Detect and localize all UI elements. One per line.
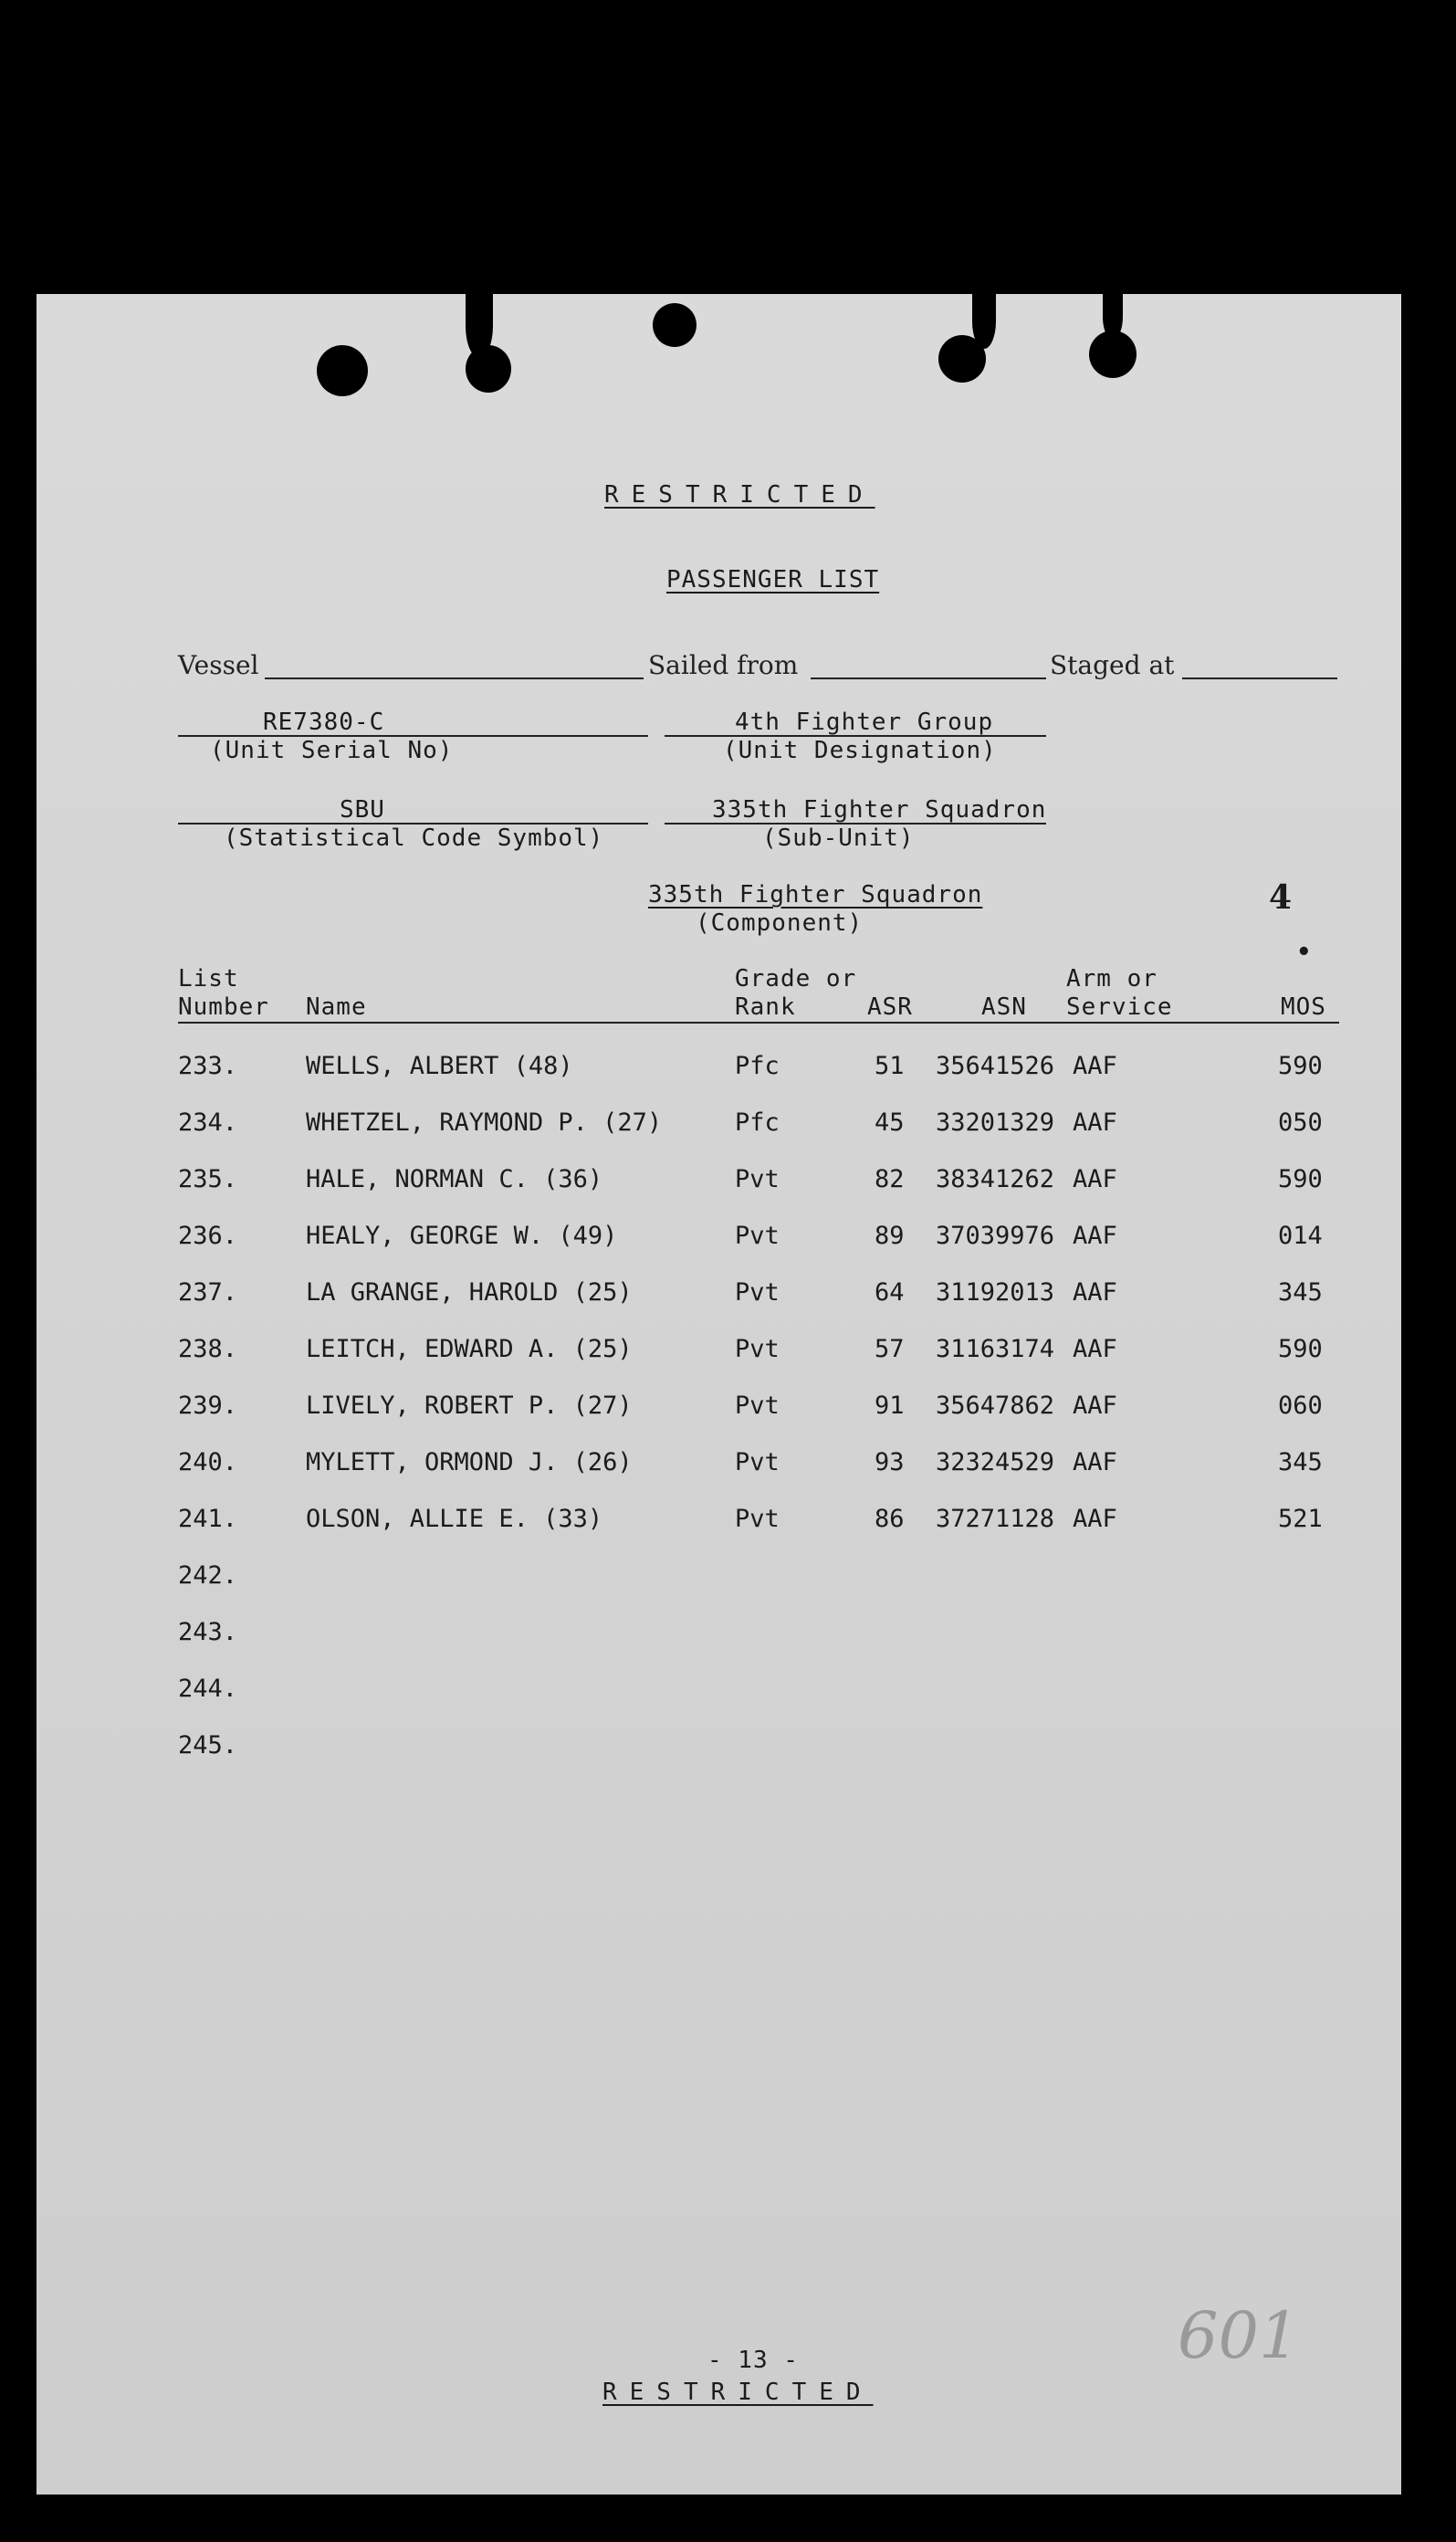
cell-asn: 31163174 xyxy=(936,1335,1055,1363)
cell-num: 245. xyxy=(178,1731,238,1759)
cell-mos: 345 xyxy=(1278,1278,1323,1307)
sub-unit-caption: (Sub-Unit) xyxy=(762,825,915,852)
component-value: 335th Fighter Squadron xyxy=(648,881,983,909)
cell-asr: 51 xyxy=(875,1052,905,1080)
cell-grade: Pvt xyxy=(735,1222,780,1250)
cell-grade: Pfc xyxy=(735,1108,780,1137)
cell-arm: AAF xyxy=(1073,1222,1117,1250)
staged-at-blank xyxy=(1182,678,1337,679)
dot-mark: • xyxy=(1296,939,1312,966)
cell-mos: 590 xyxy=(1278,1335,1323,1363)
col-asr: ASR xyxy=(867,993,913,1021)
binding-slot xyxy=(466,294,493,358)
cell-mos: 345 xyxy=(1278,1448,1323,1476)
cell-arm: AAF xyxy=(1073,1108,1117,1137)
cell-num: 243. xyxy=(178,1618,238,1646)
col-arm-1: Arm or xyxy=(1066,965,1157,993)
page-title: PASSENGER LIST xyxy=(666,566,880,593)
cell-name: LIVELY, ROBERT P. (27) xyxy=(306,1392,633,1420)
unit-designation-caption: (Unit Designation) xyxy=(723,737,997,764)
cell-name: OLSON, ALLIE E. (33) xyxy=(306,1505,603,1533)
cell-asr: 57 xyxy=(875,1335,905,1363)
cell-grade: Pvt xyxy=(735,1165,780,1193)
cell-asr: 64 xyxy=(875,1278,905,1307)
cell-grade: Pvt xyxy=(735,1448,780,1476)
pencil-note: 601 xyxy=(1178,2298,1300,2373)
sub-unit-value: 335th Fighter Squadron xyxy=(712,796,1047,824)
header-rule xyxy=(178,1022,1339,1024)
cell-num: 239. xyxy=(178,1392,238,1420)
vessel-label: Vessel xyxy=(178,650,259,680)
cell-num: 244. xyxy=(178,1675,238,1703)
col-name: Name xyxy=(306,993,367,1021)
cell-arm: AAF xyxy=(1073,1448,1117,1476)
cell-name: MYLETT, ORMOND J. (26) xyxy=(306,1448,633,1476)
cell-asn: 37271128 xyxy=(936,1505,1055,1533)
cell-arm: AAF xyxy=(1073,1335,1117,1363)
cell-mos: 060 xyxy=(1278,1392,1323,1420)
cell-num: 235. xyxy=(178,1165,238,1193)
cell-asr: 82 xyxy=(875,1165,905,1193)
cell-arm: AAF xyxy=(1073,1278,1117,1307)
cell-num: 234. xyxy=(178,1108,238,1137)
sailed-from-blank xyxy=(811,678,1046,679)
stat-code-value: SBU xyxy=(340,796,385,824)
page-number: - 13 - xyxy=(707,2347,799,2374)
vessel-blank xyxy=(265,678,644,679)
sailed-from-label: Sailed from xyxy=(648,650,799,680)
cell-name: WELLS, ALBERT (48) xyxy=(306,1052,573,1080)
cell-grade: Pfc xyxy=(735,1052,780,1080)
page-mark: 4 xyxy=(1269,878,1293,917)
cell-grade: Pvt xyxy=(735,1392,780,1420)
cell-name: HALE, NORMAN C. (36) xyxy=(306,1165,603,1193)
cell-name: LEITCH, EDWARD A. (25) xyxy=(306,1335,633,1363)
cell-num: 236. xyxy=(178,1222,238,1250)
unit-serial-value: RE7380-C xyxy=(263,709,385,736)
restricted-header: RESTRICTED xyxy=(604,481,875,509)
col-arm-2: Service xyxy=(1066,993,1173,1021)
cell-asn: 35647862 xyxy=(936,1392,1055,1420)
col-grade-1: Grade or xyxy=(735,965,857,993)
cell-num: 241. xyxy=(178,1505,238,1533)
cell-grade: Pvt xyxy=(735,1278,780,1307)
col-grade-2: Rank xyxy=(735,993,796,1021)
cell-asn: 38341262 xyxy=(936,1165,1055,1193)
col-asn: ASN xyxy=(981,993,1027,1021)
cell-asn: 31192013 xyxy=(936,1278,1055,1307)
cell-asr: 93 xyxy=(875,1448,905,1476)
cell-arm: AAF xyxy=(1073,1505,1117,1533)
punch-hole xyxy=(317,345,368,396)
cell-mos: 521 xyxy=(1278,1505,1323,1533)
cell-num: 237. xyxy=(178,1278,238,1307)
cell-name: WHETZEL, RAYMOND P. (27) xyxy=(306,1108,663,1137)
binding-slot xyxy=(972,294,996,349)
document-page xyxy=(37,294,1401,2495)
cell-asr: 91 xyxy=(875,1392,905,1420)
cell-arm: AAF xyxy=(1073,1392,1117,1420)
binding-slot xyxy=(1103,294,1123,340)
cell-grade: Pvt xyxy=(735,1505,780,1533)
cell-asn: 33201329 xyxy=(936,1108,1055,1137)
cell-mos: 014 xyxy=(1278,1222,1323,1250)
cell-mos: 050 xyxy=(1278,1108,1323,1137)
cell-arm: AAF xyxy=(1073,1052,1117,1080)
unit-designation-value: 4th Fighter Group xyxy=(735,709,994,736)
cell-asn: 35641526 xyxy=(936,1052,1055,1080)
unit-serial-caption: (Unit Serial No) xyxy=(210,737,454,764)
cell-mos: 590 xyxy=(1278,1052,1323,1080)
col-list-number-1: List xyxy=(178,965,239,993)
punch-hole xyxy=(653,303,697,347)
cell-num: 238. xyxy=(178,1335,238,1363)
cell-asr: 86 xyxy=(875,1505,905,1533)
cell-grade: Pvt xyxy=(735,1335,780,1363)
cell-num: 242. xyxy=(178,1561,238,1590)
cell-asn: 37039976 xyxy=(936,1222,1055,1250)
cell-name: HEALY, GEORGE W. (49) xyxy=(306,1222,618,1250)
cell-num: 240. xyxy=(178,1448,238,1476)
cell-asr: 89 xyxy=(875,1222,905,1250)
cell-asr: 45 xyxy=(875,1108,905,1137)
stat-code-caption: (Statistical Code Symbol) xyxy=(224,825,604,852)
cell-name: LA GRANGE, HAROLD (25) xyxy=(306,1278,633,1307)
col-list-number-2: Number xyxy=(178,993,269,1021)
col-mos: MOS xyxy=(1281,993,1326,1021)
cell-asn: 32324529 xyxy=(936,1448,1055,1476)
component-caption: (Component) xyxy=(696,909,864,937)
restricted-footer: RESTRICTED xyxy=(602,2379,874,2406)
cell-arm: AAF xyxy=(1073,1165,1117,1193)
cell-mos: 590 xyxy=(1278,1165,1323,1193)
cell-num: 233. xyxy=(178,1052,238,1080)
staged-at-label: Staged at xyxy=(1050,650,1175,680)
